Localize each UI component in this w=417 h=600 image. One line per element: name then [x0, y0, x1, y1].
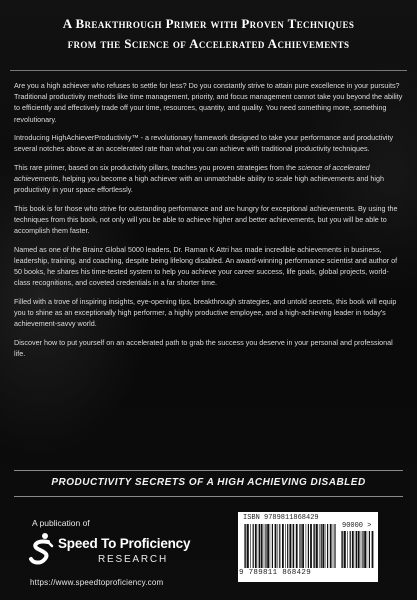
publisher-name: Speed To Proficiency: [58, 536, 191, 551]
isbn-barcode: [238, 512, 378, 582]
tagline: PRODUCTIVITY SECRETS OF A HIGH ACHIEVING DISABLED: [51, 477, 366, 488]
addon-barcode-bars: [341, 531, 374, 568]
blurb-paragraph-5: Named as one of the Brainz Global 5000 leaders, Dr. Raman K Attri has made incredible achievements in business, leadership, training, and coaching, despite being lifelong disabled. An award-winning performance scientist and author of 50 books, he shares his time-tested system to help you achieve your career success, life goals, global projects, world-class recognitions, and coveted credentials in a far shorter time.: [14, 244, 398, 288]
publisher-subtitle: RESEARCH: [98, 554, 168, 565]
blurb-paragraph-1: Are you a high achiever who refuses to settle for less? Do you constantly strive to attain pure excellence in your pursuits? Traditional productivity methods like time management, priority, and focus management cannot take you beyond the ability to efficiently and effectively trade off your time, resources, quantity, and quality. You need something more, something revolutionary.: [14, 81, 403, 124]
p3-emphasis: science of accelerated achievements: [14, 162, 370, 184]
p3-text-end: , helping you become a high achiever with an unmatchable ability to scale high achievements and high productivity in your space effortlessly.: [14, 174, 384, 195]
headline-line-1: A Breakthrough Primer with Proven Techniques: [62, 16, 355, 31]
p3-text-start: This rare primer, based on six productivity pillars, teaches you proven strategies from the: [14, 162, 299, 172]
publication-label: A publication of: [32, 518, 90, 528]
blurb: [14, 80, 405, 366]
blurb-paragraph-4: This book is for those who strive for outstanding performance and are hungry for exceptional achievements. By using the techniques from this book, not only will you be able to achieve higher and better achievements, but you will be able to accomplish them faster.: [14, 203, 398, 236]
blurb-paragraph-3: [14, 162, 405, 196]
tagline-rule-top: [14, 470, 403, 471]
publisher-website[interactable]: https://www.speedtoproficiency.com: [30, 578, 164, 587]
blurb-paragraph-6: Filled with a trove of inspiring insights, eye-opening tips, breakthrough strategies, and untold secrets, this book will equip you to shine as an exceptionally high performer, a highly productive employee, and a high-achieving leader in today's achievement-savvy world.: [14, 296, 397, 329]
stylized-s-runner-icon: [28, 532, 54, 566]
headline-divider: [10, 70, 407, 71]
cover-headline: [0, 14, 417, 54]
barcode-bars: [244, 524, 336, 568]
headline-line-2: from the Science of Accelerated Achievements: [67, 36, 350, 51]
blurb-paragraph-7: Discover how to put yourself on an accelerated path to grab the success you deserve in your personal and professional life.: [14, 337, 393, 358]
isbn-label: ISBN 9789811868429: [243, 514, 319, 522]
barcode-digits: 9 789811 868429: [239, 569, 312, 577]
blurb-paragraph-2: Introducing HighAchieverProductivity™ - a revolutionary framework designed to take your performance and productivity several notches above at an accelerated rate than what you can achieve with traditional productivity techniques.: [14, 133, 394, 154]
tagline-rule-bottom: [14, 496, 403, 497]
price-addon-label: 90000 >: [342, 522, 372, 530]
